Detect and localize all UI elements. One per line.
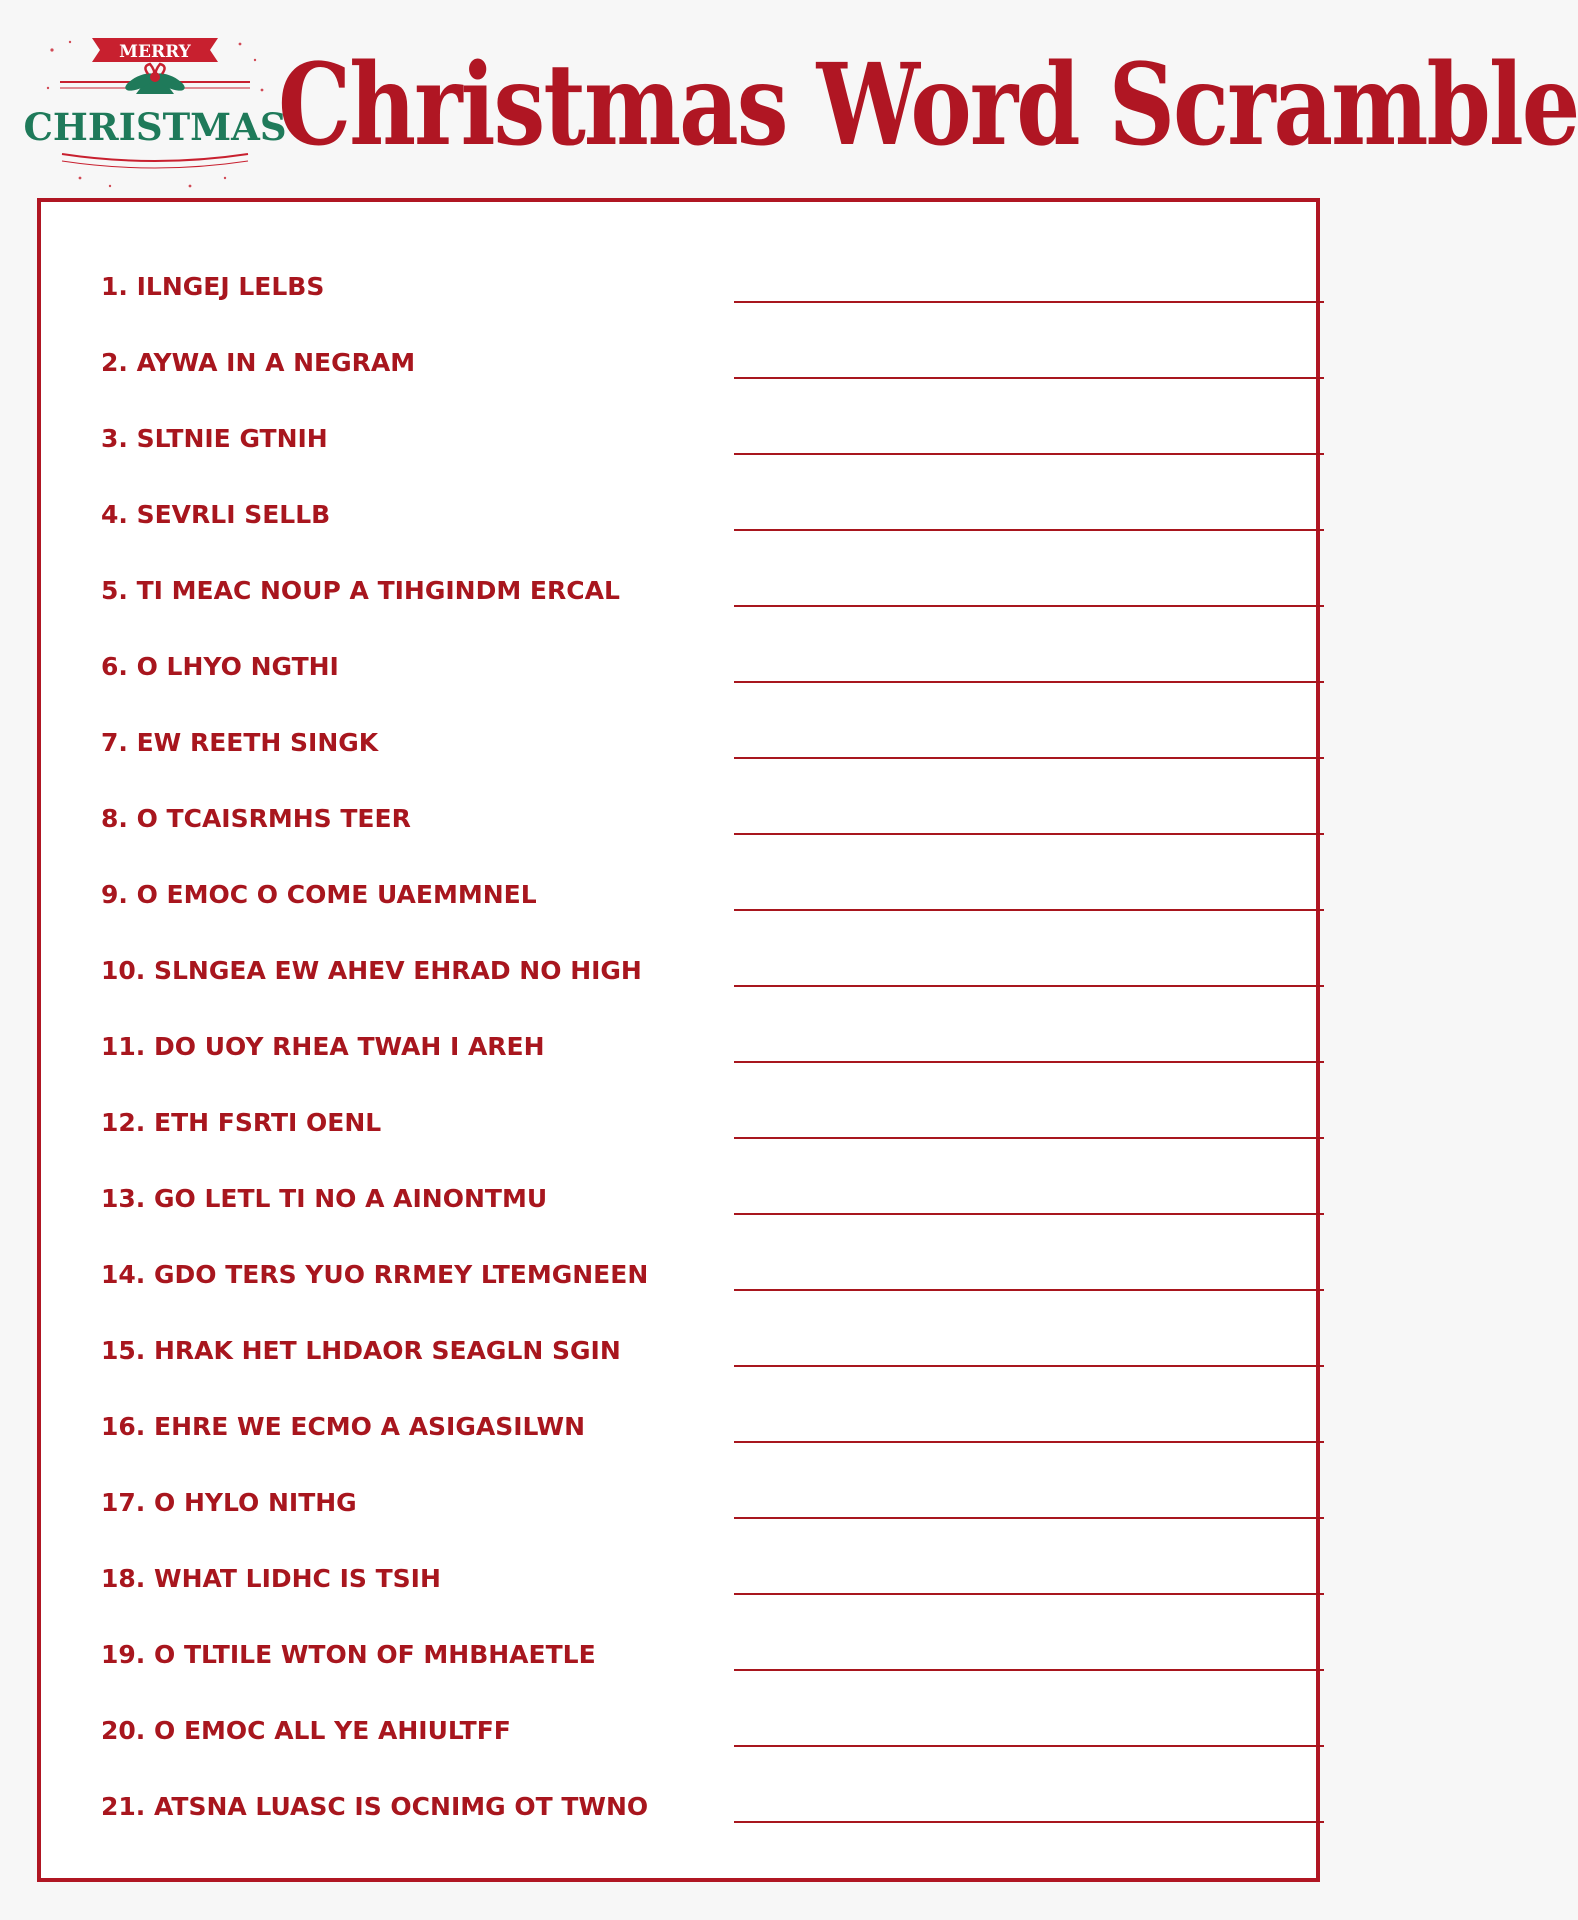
scrambled-word: 15. HRAK HET LHDAOR SEAGLN SGIN bbox=[101, 1336, 621, 1365]
list-item bbox=[101, 1336, 1305, 1396]
list-item bbox=[101, 1564, 1305, 1624]
answer-line bbox=[734, 1669, 1324, 1671]
scrambled-word: 8. O TCAISRMHS TEER bbox=[101, 804, 411, 833]
scrambled-word: 19. O TLTILE WTON OF MHBHAETLE bbox=[101, 1640, 596, 1669]
logo-graphic bbox=[23, 30, 287, 195]
answer-line bbox=[734, 529, 1324, 531]
list-item bbox=[101, 1412, 1305, 1472]
answer-line bbox=[734, 301, 1324, 303]
scrambled-word: 13. GO LETL TI NO A AINONTMU bbox=[101, 1184, 548, 1213]
list-item bbox=[101, 1792, 1305, 1852]
answer-line bbox=[734, 681, 1324, 683]
scrambled-word: 7. EW REETH SINGK bbox=[101, 728, 379, 757]
list-item bbox=[101, 1260, 1305, 1320]
answer-line bbox=[734, 453, 1324, 455]
bell-icon bbox=[123, 64, 187, 94]
list-item bbox=[101, 1108, 1305, 1168]
scrambled-word: 3. SLTNIE GTNIH bbox=[101, 424, 328, 453]
scrambled-word: 4. SEVRLI SELLB bbox=[101, 500, 331, 529]
scrambled-word: 17. O HYLO NITHG bbox=[101, 1488, 357, 1517]
scrambled-word: 9. O EMOC O COME UAEMMNEL bbox=[101, 880, 537, 909]
scrambled-word: 10. SLNGEA EW AHEV EHRAD NO HIGH bbox=[101, 956, 642, 985]
list-item bbox=[101, 956, 1305, 1016]
answer-line bbox=[734, 1517, 1324, 1519]
list-item bbox=[101, 1640, 1305, 1700]
list-item bbox=[101, 348, 1305, 408]
logo-ribbon-text: MERRY bbox=[119, 42, 191, 62]
list-item bbox=[101, 1716, 1305, 1776]
answer-line bbox=[734, 1061, 1324, 1063]
list-item bbox=[101, 1184, 1305, 1244]
list-item bbox=[101, 1488, 1305, 1548]
worksheet-frame bbox=[37, 198, 1320, 1882]
answer-line bbox=[734, 1213, 1324, 1215]
scrambled-word: 14. GDO TERS YUO RRMEY LTEMGNEEN bbox=[101, 1260, 649, 1289]
answer-line bbox=[734, 1745, 1324, 1747]
scrambled-word: 1. ILNGEJ LELBS bbox=[101, 272, 325, 301]
answer-line bbox=[734, 909, 1324, 911]
scrambled-word: 18. WHAT LIDHC IS TSIH bbox=[101, 1564, 441, 1593]
list-item bbox=[101, 652, 1305, 712]
list-item bbox=[101, 576, 1305, 636]
logo-main-text: CHRISTMAS bbox=[23, 105, 287, 149]
answer-line bbox=[734, 1289, 1324, 1291]
answer-line bbox=[734, 1365, 1324, 1367]
answer-line bbox=[734, 1821, 1324, 1823]
list-item bbox=[101, 1032, 1305, 1092]
answer-line bbox=[734, 1137, 1324, 1139]
scrambled-word: 12. ETH FSRTI OENL bbox=[101, 1108, 382, 1137]
answer-line bbox=[734, 377, 1324, 379]
scrambled-word: 6. O LHYO NGTHI bbox=[101, 652, 339, 681]
scrambled-word: 5. TI MEAC NOUP A TIHGINDM ERCAL bbox=[101, 576, 620, 605]
scrambled-word: 16. EHRE WE ECMO A ASIGASILWN bbox=[101, 1412, 586, 1441]
merry-christmas-logo bbox=[23, 30, 287, 195]
scrambled-word: 21. ATSNA LUASC IS OCNIMG OT TWNO bbox=[101, 1792, 649, 1821]
answer-line bbox=[734, 605, 1324, 607]
list-item bbox=[101, 424, 1305, 484]
answer-line bbox=[734, 833, 1324, 835]
answer-line bbox=[734, 985, 1324, 987]
list-item bbox=[101, 500, 1305, 560]
scrambled-word: 20. O EMOC ALL YE AHIULTFF bbox=[101, 1716, 511, 1745]
page-title: Christmas Word Scramble bbox=[278, 39, 1578, 171]
scrambled-word: 11. DO UOY RHEA TWAH I AREH bbox=[101, 1032, 545, 1061]
answer-line bbox=[734, 1593, 1324, 1595]
list-item bbox=[101, 272, 1305, 332]
list-item bbox=[101, 804, 1305, 864]
list-item bbox=[101, 728, 1305, 788]
answer-line bbox=[734, 757, 1324, 759]
answer-line bbox=[734, 1441, 1324, 1443]
list-item bbox=[101, 880, 1305, 940]
scrambled-word: 2. AYWA IN A NEGRAM bbox=[101, 348, 416, 377]
